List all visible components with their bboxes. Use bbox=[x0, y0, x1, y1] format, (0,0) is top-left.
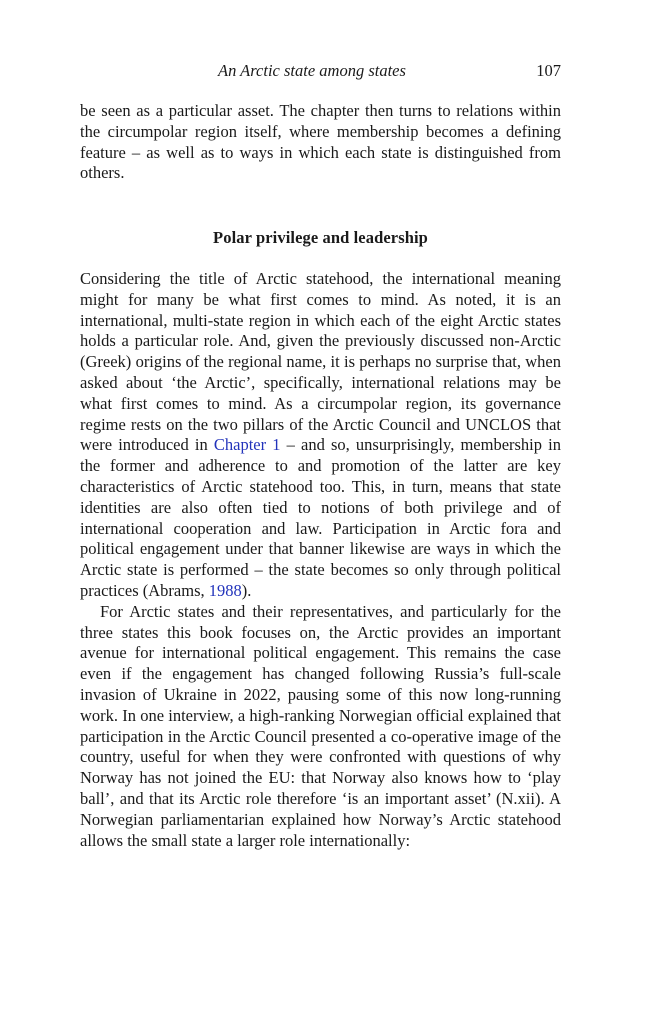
page-number: 107 bbox=[536, 61, 561, 80]
paragraph-1-text-a: Considering the title of Arctic statehood, the international meaning might for many be what first comes to mind. As noted, it is an international, multi-state region in which each of the eight Arctic states holds a particular role. And, given the previously discussed non-Arctic (Greek) origins of the regional name, it is perhaps no surprise that, when asked about ‘the Arctic’, specifically, international relations may be what first comes to mind. As a circumpolar region, its governance regime rests on the two pillars of the Arctic Council and UNCLOS that were introduced in bbox=[80, 269, 561, 455]
opening-paragraph: be seen as a particular asset. The chapter then turns to relations within the circumpolar region itself, where membership becomes a defining feature – as well as to ways in which each state is distinguished from others. bbox=[80, 101, 561, 183]
running-head bbox=[80, 61, 561, 85]
running-head-title: An Arctic state among states bbox=[218, 61, 406, 80]
paragraph-1-text-b: – and so, unsurprisingly, membership in the former and adherence to and promotion of the latter are key characteristics of Arctic statehood too. This, in turn, means that state identities are also often tied to notions of both privilege and of international cooperation and law. Participation in Arctic fora and political engagement under that banner likewise are ways in which the Arctic state is performed – the state becomes so only through political practices (Abrams, bbox=[80, 435, 561, 600]
abrams-1988-citation-link[interactable]: 1988 bbox=[208, 580, 242, 600]
body-text-block bbox=[80, 269, 561, 851]
paragraph-1-text-c: ). bbox=[241, 580, 252, 600]
body-paragraph-1 bbox=[80, 269, 561, 602]
opening-paragraph-block bbox=[80, 101, 561, 184]
body-paragraph-2: For Arctic states and their representatives, and particularly for the three states this book focuses on, the Arctic provides an important avenue for international political engagement. This remains the case even if the engagement has changed following Russia’s full-scale invasion of Ukraine in 2022, pausing some of this now long-running work. In one interview, a high-ranking Norwegian official explained that participation in the Arctic Council presented a co-operative image of the country, useful for when they were confronted with questions of why Norway has not joined the EU: that Norway also knows how to ‘play ball’, and that its Arctic role therefore ‘is an important asset’ (N.xii). A Norwegian parliamentarian explained how Norway’s Arctic statehood allows the small state a larger role internationally: bbox=[80, 601, 561, 850]
chapter-1-link[interactable]: Chapter 1 bbox=[213, 435, 281, 455]
section-heading: Polar privilege and leadership bbox=[213, 228, 428, 247]
